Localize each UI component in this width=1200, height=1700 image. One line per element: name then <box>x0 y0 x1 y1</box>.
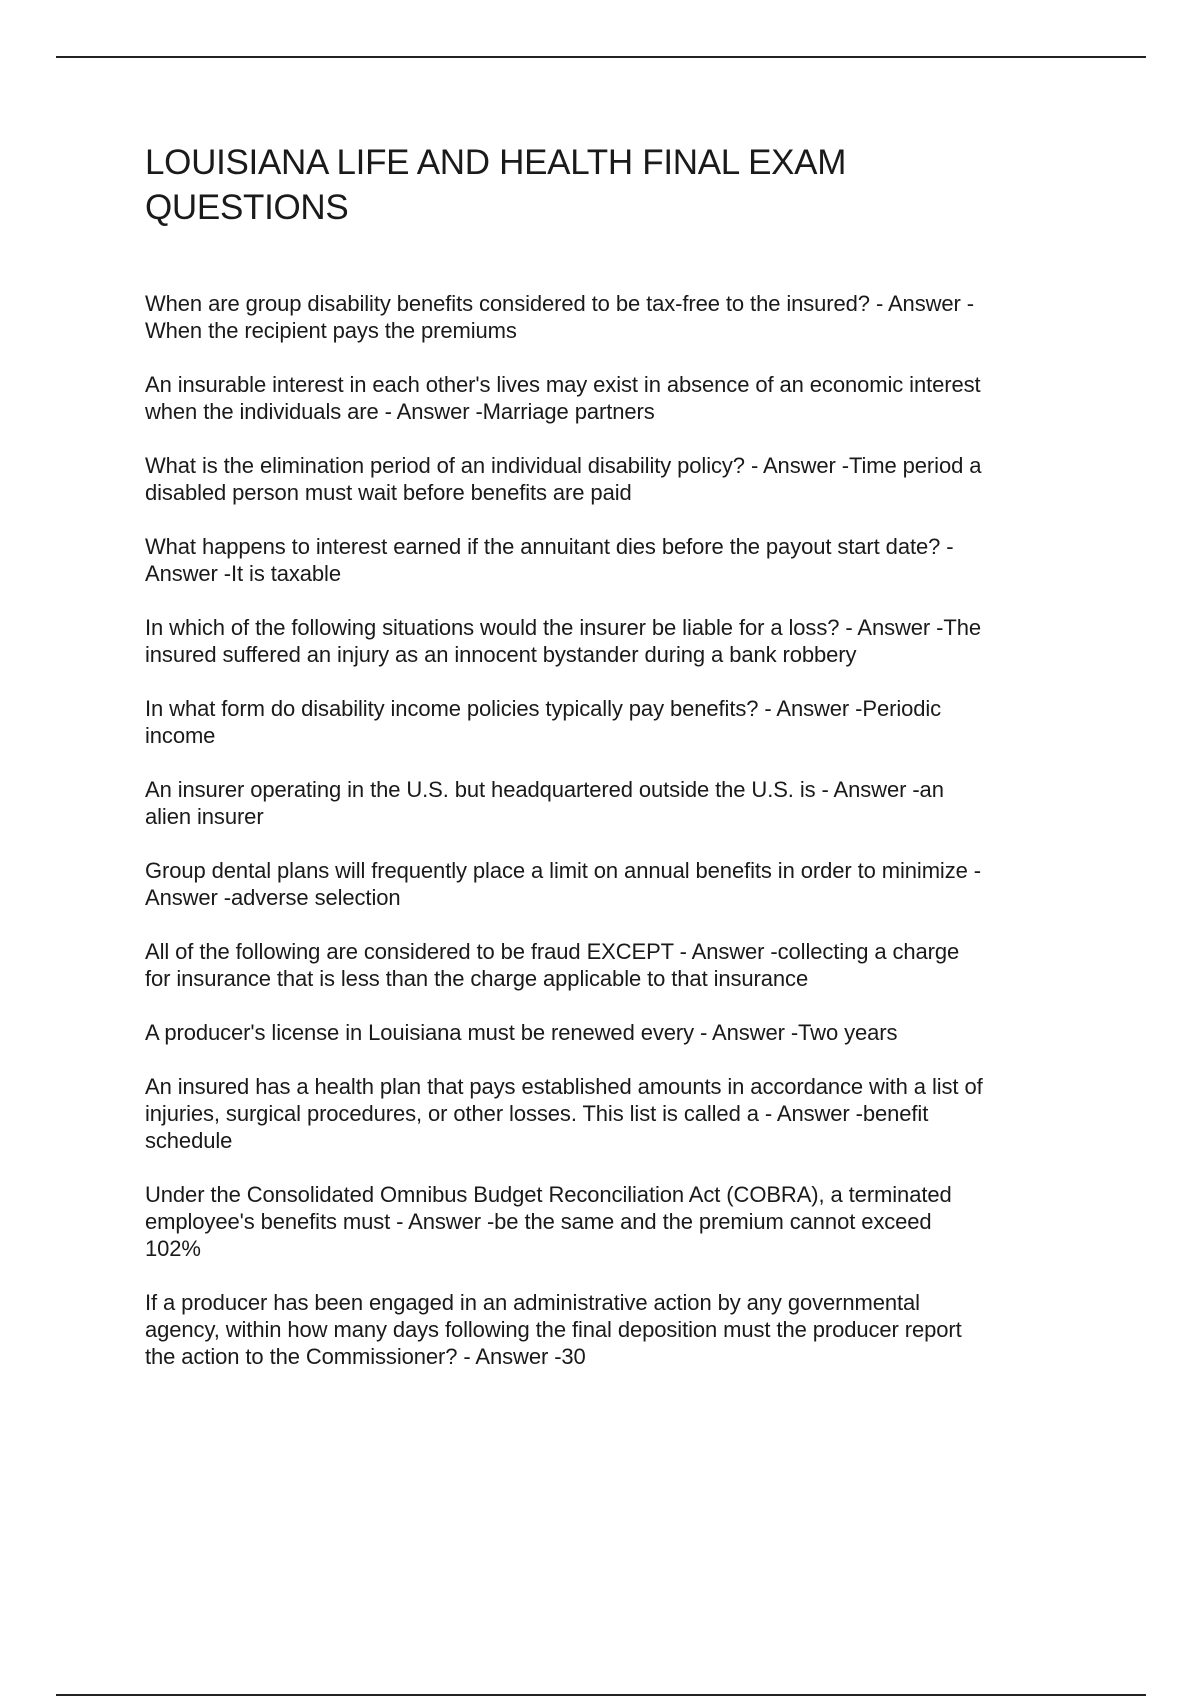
title-line-1: LOUISIANA LIFE AND HEALTH FINAL EXAM <box>145 143 847 182</box>
qa-line: An insurable interest in each other's lives may exist in absence of an economic interest <box>145 372 981 397</box>
title-line-2: QUESTIONS <box>145 188 349 227</box>
qa-line: income <box>145 723 216 748</box>
qa-item <box>145 1181 1105 1262</box>
qa-line: When are group disability benefits considered to be tax-free to the insured? - Answer - <box>145 291 974 316</box>
document-page <box>145 140 1105 1397</box>
document-title <box>145 140 1105 230</box>
qa-line: An insured has a health plan that pays established amounts in accordance with a list of <box>145 1074 983 1099</box>
qa-line: agency, within how many days following the final deposition must the producer report <box>145 1317 962 1342</box>
qa-item <box>145 371 1105 425</box>
qa-line: In what form do disability income policies typically pay benefits? - Answer -Periodic <box>145 696 942 721</box>
qa-list <box>145 290 1105 1370</box>
bottom-divider <box>56 1694 1146 1696</box>
qa-item <box>145 857 1105 911</box>
qa-line: Answer -It is taxable <box>145 561 341 586</box>
qa-line: All of the following are considered to be fraud EXCEPT - Answer -collecting a charge <box>145 939 960 964</box>
qa-line: when the individuals are - Answer -Marriage partners <box>145 399 655 424</box>
qa-item <box>145 533 1105 587</box>
qa-line: Group dental plans will frequently place a limit on annual benefits in order to minimize - <box>145 858 981 883</box>
qa-line: What is the elimination period of an individual disability policy? - Answer -Time period a <box>145 453 982 478</box>
qa-line: When the recipient pays the premiums <box>145 318 517 343</box>
qa-line: schedule <box>145 1128 233 1153</box>
qa-line: A producer's license in Louisiana must be renewed every - Answer -Two years <box>145 1020 898 1045</box>
qa-item <box>145 1019 1105 1046</box>
qa-item <box>145 1289 1105 1370</box>
qa-item <box>145 695 1105 749</box>
qa-line: An insurer operating in the U.S. but headquartered outside the U.S. is - Answer -an <box>145 777 944 802</box>
qa-line: insured suffered an injury as an innocent bystander during a bank robbery <box>145 642 857 667</box>
qa-item <box>145 776 1105 830</box>
qa-line: alien insurer <box>145 804 264 829</box>
qa-line: What happens to interest earned if the annuitant dies before the payout start date? - <box>145 534 954 559</box>
qa-item <box>145 614 1105 668</box>
qa-item <box>145 452 1105 506</box>
qa-line: In which of the following situations would the insurer be liable for a loss? - Answer -The <box>145 615 981 640</box>
qa-line: the action to the Commissioner? - Answer -30 <box>145 1344 586 1369</box>
qa-line: If a producer has been engaged in an administrative action by any governmental <box>145 1290 920 1315</box>
qa-item <box>145 290 1105 344</box>
qa-item <box>145 1073 1105 1154</box>
qa-line: disabled person must wait before benefits are paid <box>145 480 632 505</box>
top-divider <box>56 56 1146 58</box>
qa-item <box>145 938 1105 992</box>
qa-line: employee's benefits must - Answer -be the same and the premium cannot exceed <box>145 1209 932 1234</box>
qa-line: Answer -adverse selection <box>145 885 401 910</box>
qa-line: injuries, surgical procedures, or other losses. This list is called a - Answer -benefit <box>145 1101 929 1126</box>
qa-line: 102% <box>145 1236 201 1261</box>
qa-line: Under the Consolidated Omnibus Budget Reconciliation Act (COBRA), a terminated <box>145 1182 952 1207</box>
qa-line: for insurance that is less than the charge applicable to that insurance <box>145 966 809 991</box>
